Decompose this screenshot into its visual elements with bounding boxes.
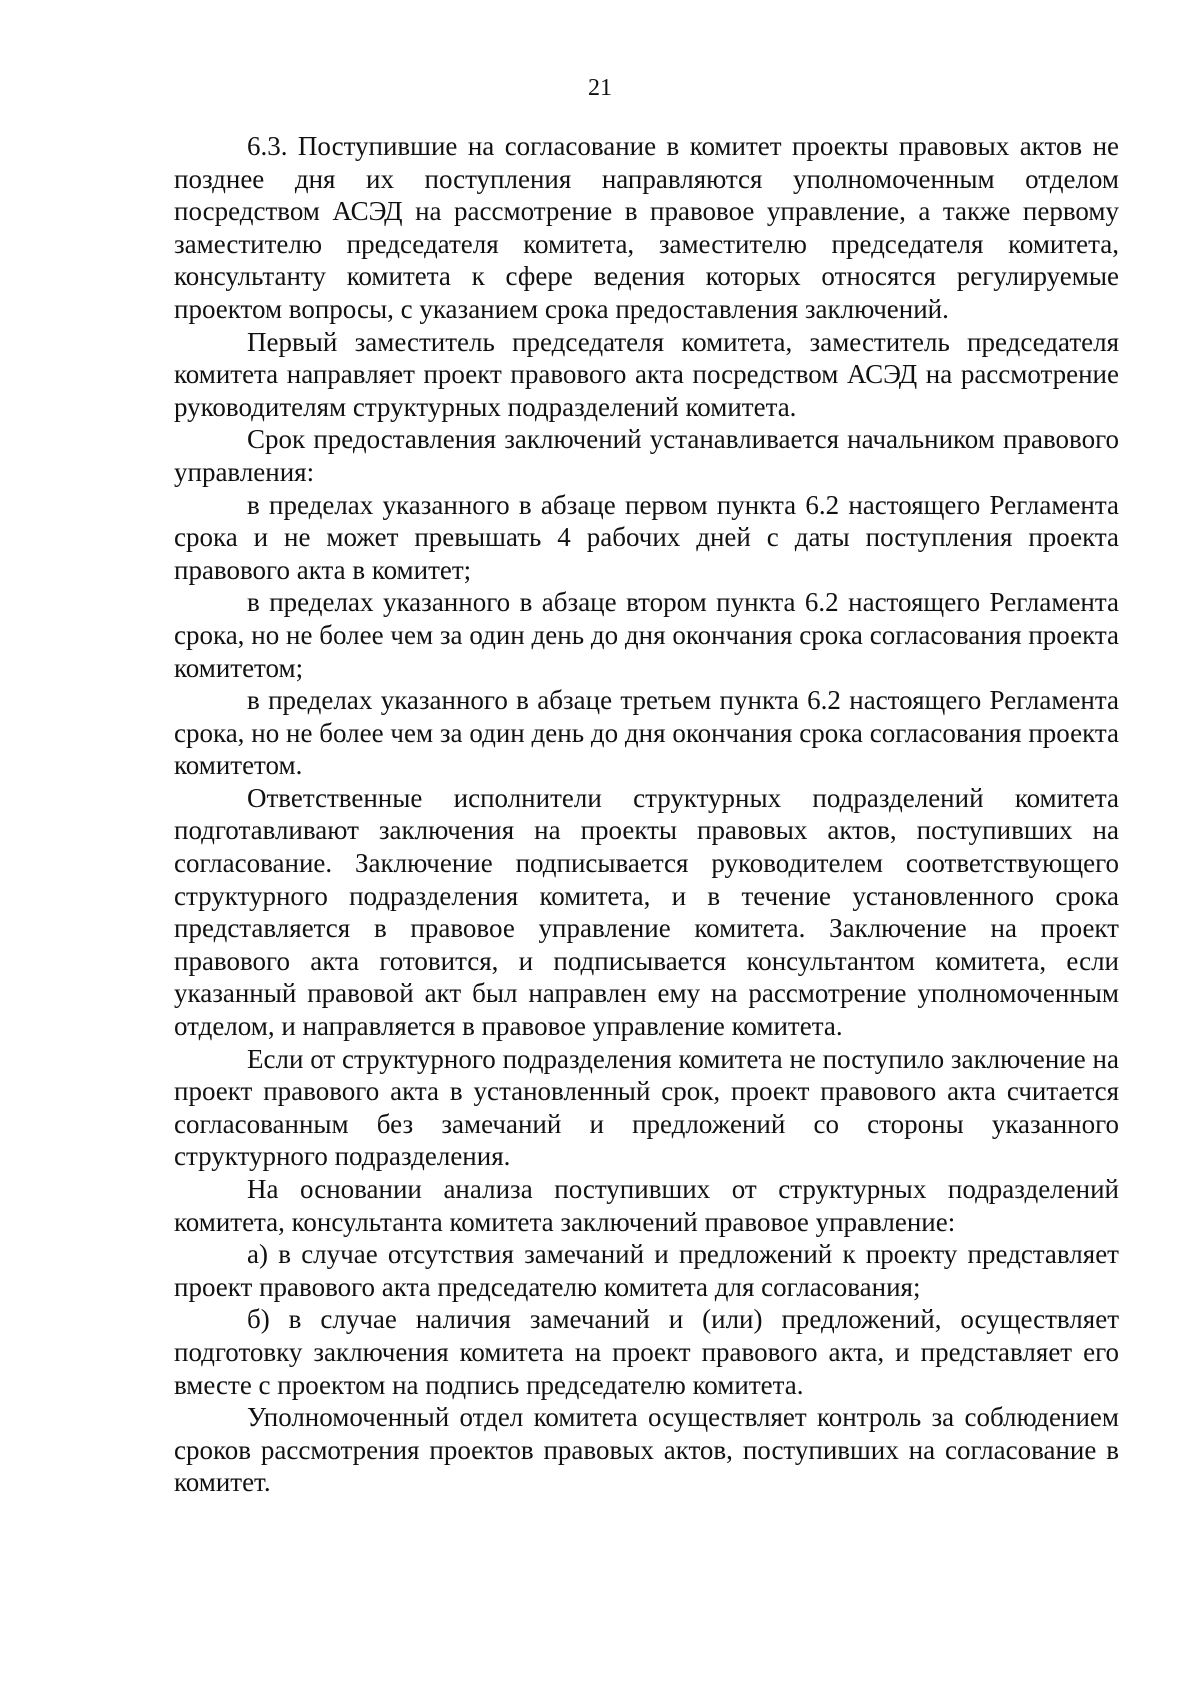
paragraph-no-conclusion: Если от структурного подразделения комитета не поступило заключение на проект правового акта в установленный срок, проект правового акта считается согласованным без замечаний и предложений со стороны указанного структурного подразделения.	[174, 1043, 1119, 1172]
paragraph-control: Уполномоченный отдел комитета осуществляет контроль за соблюдением сроков рассмотрения проектов правовых актов, поступивших на согласование в комитет.	[174, 1402, 1119, 1498]
paragraph-deadline-second: в пределах указанного в абзаце втором пункта 6.2 настоящего Регламента срока, но не более чем за один день до дня окончания срока согласования проекта комитетом;	[174, 587, 1119, 683]
paragraph-deadline-first: в пределах указанного в абзаце первом пункта 6.2 настоящего Регламента срока и не может превышать 4 рабочих дней с даты поступления проекта правового акта в комитет;	[174, 489, 1119, 585]
paragraph-item-b: б) в случае наличия замечаний и (или) предложений, осуществляет подготовку заключения комитета на проект правового акта, и представляет его вместе с проектом на подпись председателю комитета.	[174, 1304, 1119, 1400]
document-body	[174, 130, 1119, 1499]
page-number: 21	[588, 75, 612, 101]
paragraph-responsible-executors: Ответственные исполнители структурных подразделений комитета подготавливают заключения на проекты правовых актов, поступивших на согласование. Заключение подписывается руководителем соответствующего структурного подразделения комитета, и в течение установленного срока представляется в правовое управление комитета. Заключение на проект правового акта готовится, и подписывается консультантом комитета, если указанный правовой акт был направлен ему на рассмотрение уполномоченным отделом, и направляется в правовое управление комитета.	[174, 782, 1119, 1042]
paragraph-analysis: На основании анализа поступивших от структурных подразделений комитета, консультанта комитета заключений правовое управление:	[174, 1174, 1119, 1237]
paragraph-deadline-third: в пределах указанного в абзаце третьем пункта 6.2 настоящего Регламента срока, но не более чем за один день до дня окончания срока согласования проекта комитетом.	[174, 685, 1119, 781]
paragraph-first-deputy: Первый заместитель председателя комитета, заместитель председателя комитета направляет проект правового акта посредством АСЭД на рассмотрение руководителям структурных подразделений комитета.	[174, 326, 1119, 422]
paragraph-deadline-setting: Срок предоставления заключений устанавливается начальником правового управления:	[174, 424, 1119, 487]
paragraph-item-a: а) в случае отсутствия замечаний и предложений к проекту представляет проект правового акта председателю комитета для согласования;	[174, 1239, 1119, 1302]
paragraph-6-3-intro: 6.3. Поступившие на согласование в комитет проекты правовых актов не позднее дня их поступления направляются уполномоченным отделом посредством АСЭД на рассмотрение в правовое управление, а также первому заместителю председателя комитета, заместителю председателя комитета, консультанту комитета к сфере ведения которых относятся регулируемые проектом вопросы, с указанием срока предоставления заключений.	[174, 131, 1119, 324]
